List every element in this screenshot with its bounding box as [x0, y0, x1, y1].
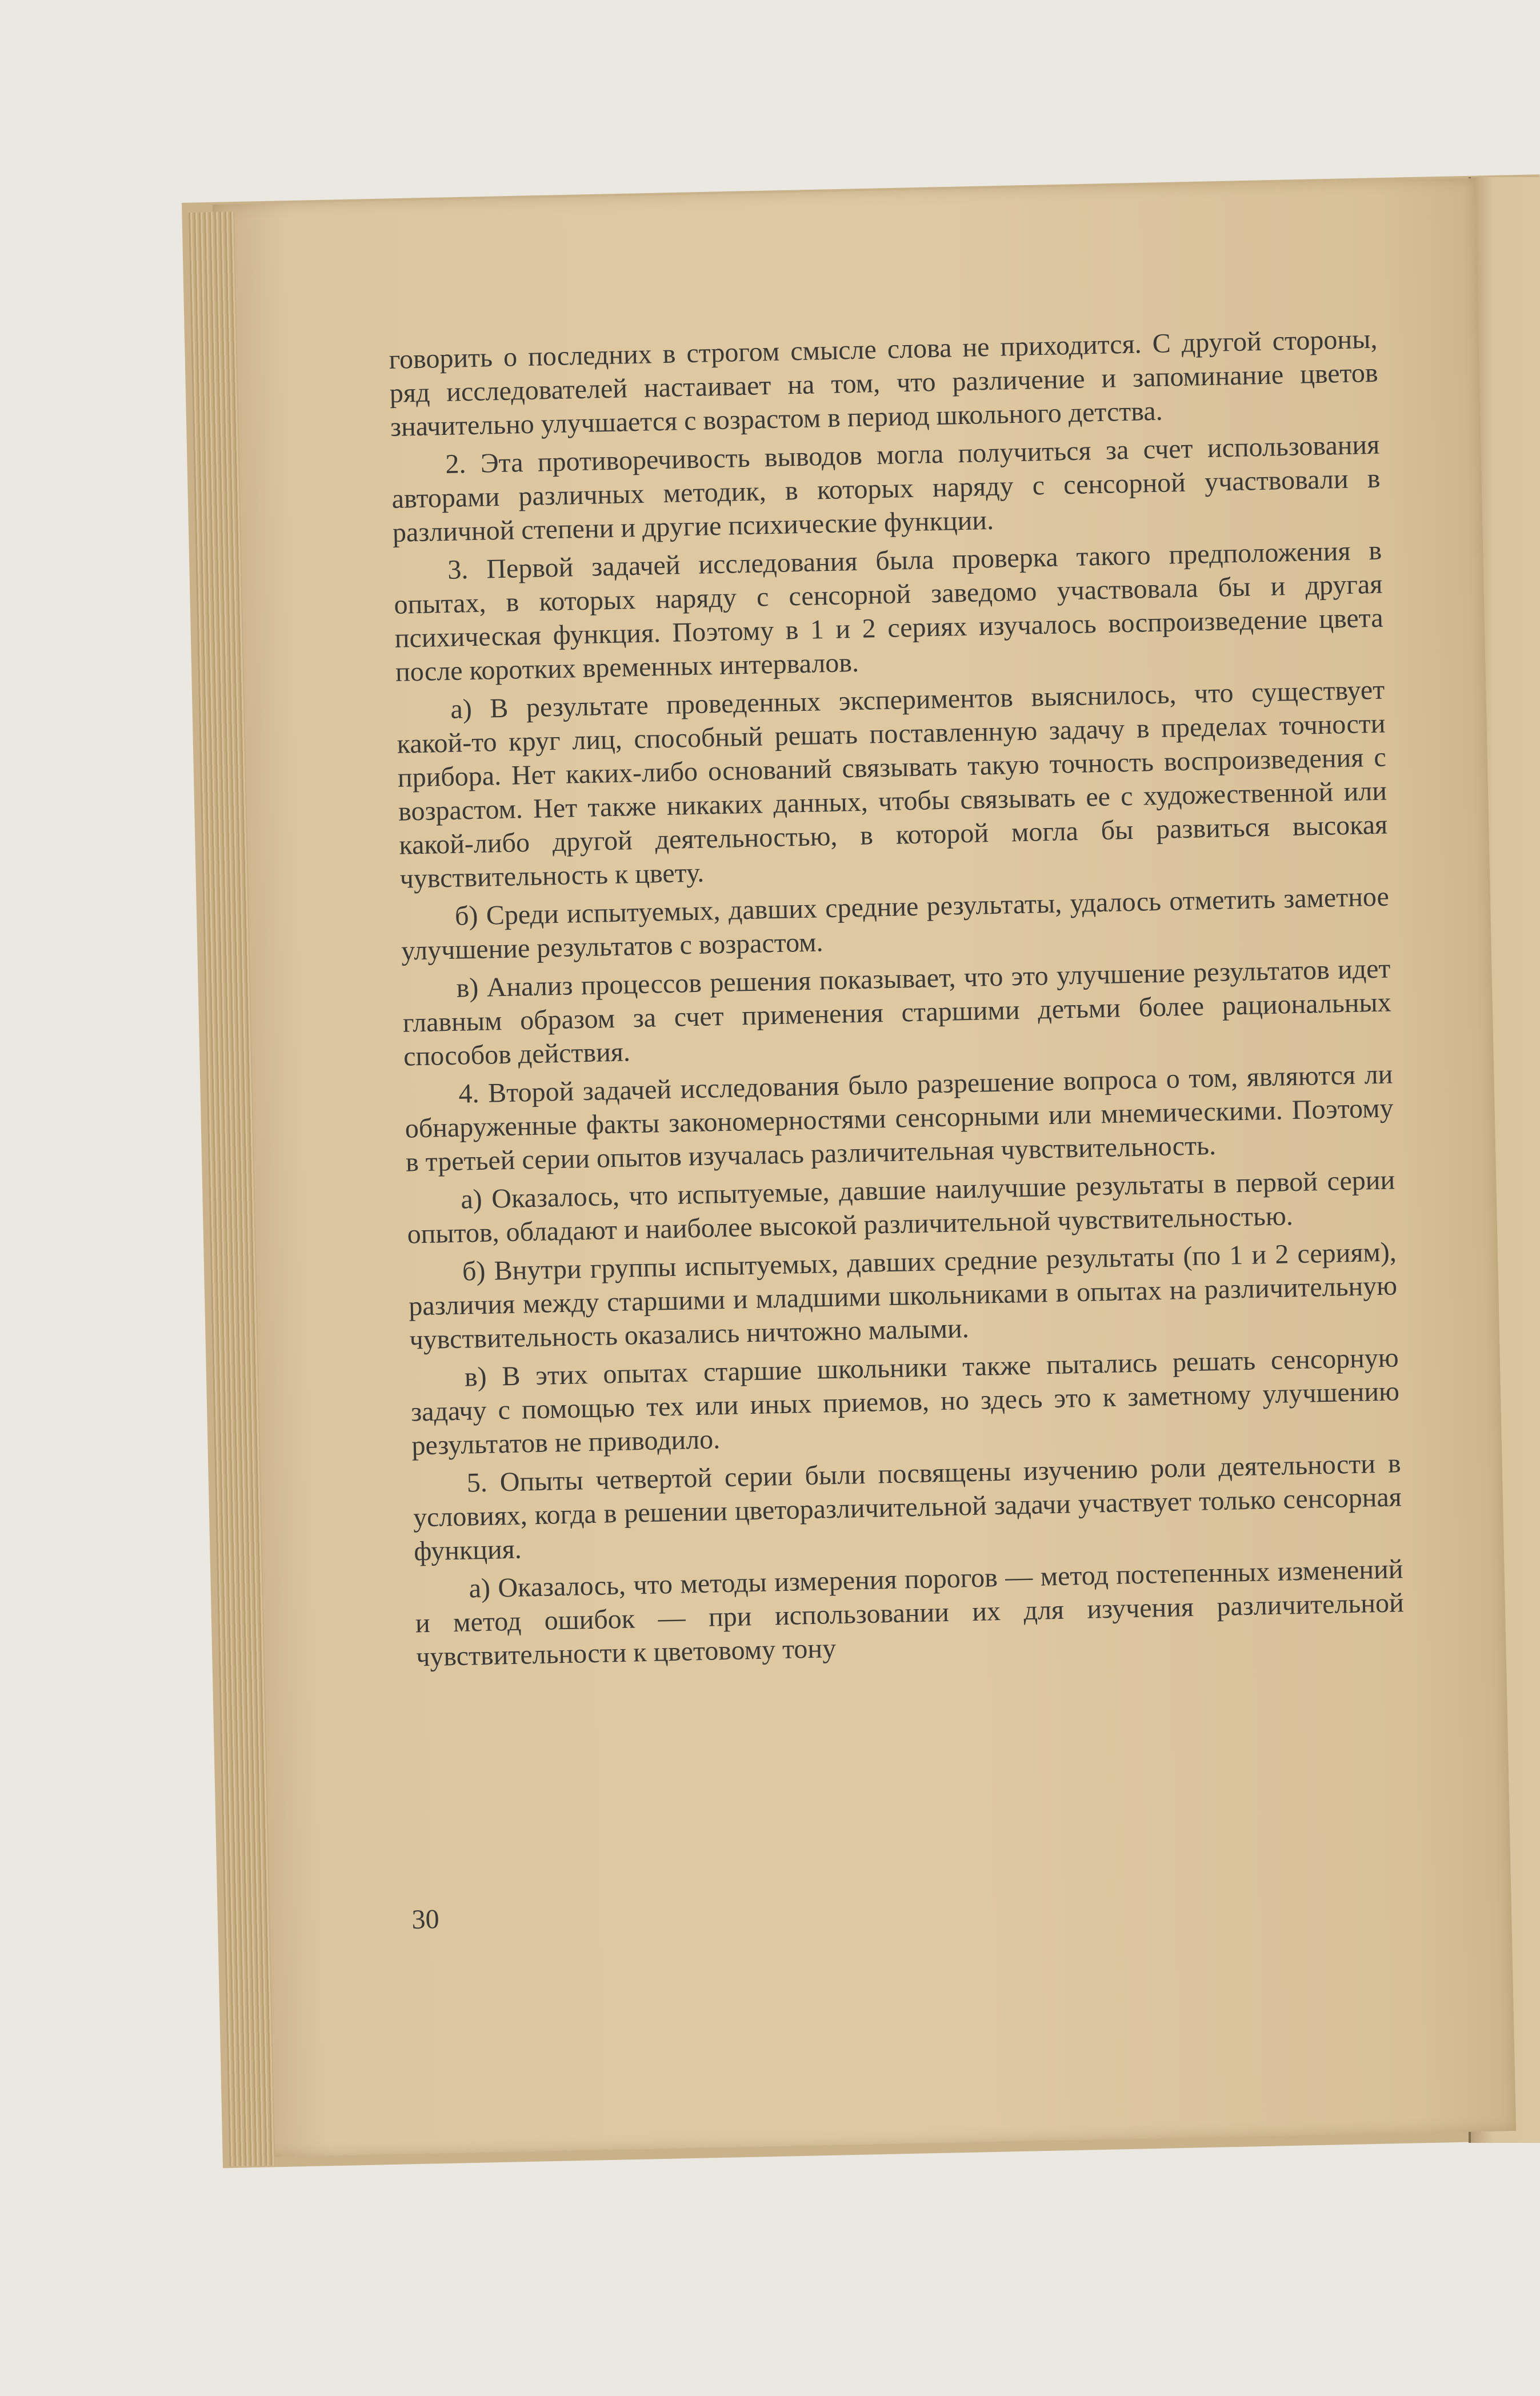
- paragraph: 5. Опыты четвертой серии были посвящены изучению роли деятельности в условиях, когда в решении цветоразличительной задачи участвует только сенсорная функция.: [413, 1448, 1402, 1567]
- paragraph: б) Среди испытуемых, давших средние результаты, удалось отметить заметное улучшение результатов с возрастом.: [401, 881, 1390, 966]
- paragraph: б) Внутри группы испытуемых, давших средние результаты (по 1 и 2 сериям), различия между старшими и младшими школьниками в опытах на различительную чувствительность оказались ничтожно малыми.: [408, 1237, 1398, 1355]
- page-text: [389, 322, 1405, 1679]
- paragraph: а) Оказалось, что испытуемые, давшие наилучшие результаты в первой серии опытов, обладают и наиболее высокой различительной чувствительностью.: [407, 1165, 1395, 1250]
- paragraph: 3. Первой задачей исследования была проверка такого предположения в опытах, в которых наряду с сенсорной заведомо участвовала бы и другая психическая функция. Поэтому в 1 и 2 сериях изучалось воспроизведение цвета после коротких временных интервалов.: [394, 535, 1384, 687]
- paragraph: говорить о последних в строгом смысле слова не приходится. С другой стороны, ряд исследователей настаивает на том, что различение и запоминание цветов значительно улучшается с возрастом в период школьного детства.: [389, 323, 1379, 442]
- paragraph: 4. Второй задачей исследования было разрешение вопроса о том, являются ли обнаруженные факты закономерностями сенсорными или мнемическими. Поэтому в третьей серии опытов изучалась различительная чувствительность.: [405, 1059, 1394, 1178]
- paragraph: 2. Эта противоречивость выводов могла получиться за счет использования авторами различных методик, в которых наряду с сенсорной участвовали в различной степени и другие психические функции.: [391, 429, 1381, 548]
- paragraph: а) Оказалось, что методы измерения порогов — метод постепенных изменений и метод ошибок — при использовании их для изучения различительной чувствительности к цветовому тону: [415, 1554, 1405, 1673]
- paragraph: в) В этих опытах старшие школьники также пытались решать сенсорную задачу с помощью тех или иных приемов, но здесь это к заметному улучшению результатов не приводило.: [410, 1342, 1400, 1461]
- page-number: 30: [411, 1903, 440, 1935]
- paragraph: в) Анализ процессов решения показывает, что это улучшение результатов идет главным образом за счет применения старшими детьми более рациональных способов действия.: [402, 953, 1392, 1072]
- paragraph: а) В результате проведенных экспериментов выяснилось, что существует какой-то круг лиц, способный решать поставленную задачу в пределах точности прибора. Нет каких-либо оснований связывать такую точность воспроизведения с возрастом. Нет также никаких данных, чтобы связывать ее с художественной или какой-либо другой деятельностью, в которой могла бы развиться высокая чувствительность к цвету.: [397, 674, 1388, 894]
